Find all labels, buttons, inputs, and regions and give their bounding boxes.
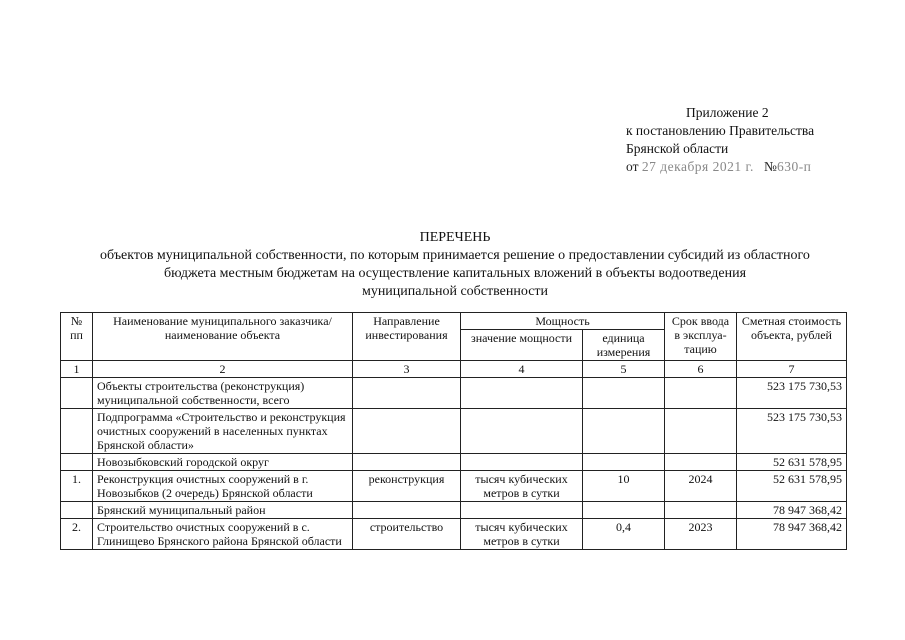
cell-name: Объекты строительства (реконструкция) муниципальной собственности, всего (93, 378, 353, 409)
cell-num (61, 409, 93, 454)
cell-capacity-unit (583, 409, 665, 454)
cell-deadline (665, 409, 737, 454)
heading-line3: муниципальной собственности (361, 284, 549, 299)
cell-capacity-unit (583, 378, 665, 409)
header-cost: Сметная стоимость объекта, рублей (737, 313, 847, 361)
cell-num (61, 502, 93, 519)
document-heading (40, 229, 870, 301)
cell-deadline (665, 502, 737, 519)
heading-title: ПЕРЕЧЕНЬ (419, 230, 491, 245)
number-prefix: № (764, 159, 777, 174)
appendix-date-line (626, 158, 814, 176)
cell-direction (353, 502, 461, 519)
cell-capacity-unit: 0,4 (583, 519, 665, 550)
cell-capacity-value (461, 454, 583, 471)
column-number: 7 (737, 361, 847, 378)
table-row (61, 502, 847, 519)
cell-direction (353, 378, 461, 409)
header-direction: Направление инвестирования (353, 313, 461, 361)
table-row (61, 471, 847, 502)
cell-cost: 523 175 730,53 (737, 378, 847, 409)
cell-num (61, 378, 93, 409)
table-row (61, 519, 847, 550)
header-row (61, 313, 847, 330)
cell-capacity-unit (583, 454, 665, 471)
cell-capacity-value (461, 409, 583, 454)
table-row (61, 378, 847, 409)
cell-num: 1. (61, 471, 93, 502)
cell-capacity-value (461, 378, 583, 409)
table-row (61, 454, 847, 471)
table-row (61, 409, 847, 454)
appendix-line1: к постановлению Правительства (626, 123, 815, 138)
appendix-title: Приложение 2 (686, 105, 769, 120)
column-number: 2 (93, 361, 353, 378)
cell-capacity-unit: 10 (583, 471, 665, 502)
objects-table (60, 312, 847, 550)
cell-cost: 523 175 730,53 (737, 409, 847, 454)
column-number-row (61, 361, 847, 378)
date-value: 27 декабря 2021 г. (641, 159, 754, 174)
cell-num (61, 454, 93, 471)
header-name: Наименование муниципального заказчика/наименование объекта (93, 313, 353, 361)
header-capacity-value: значение мощности (461, 330, 583, 361)
cell-num: 2. (61, 519, 93, 550)
header-deadline: Срок ввода в эксплуа-тацию (665, 313, 737, 361)
cell-name: Подпрограмма «Строительство и реконструкция очистных сооружений в населенных пунктах Брянской области» (93, 409, 353, 454)
cell-name: Строительство очистных сооружений в с. Глинищево Брянского района Брянской области (93, 519, 353, 550)
column-number: 4 (461, 361, 583, 378)
cell-cost: 78 947 368,42 (737, 502, 847, 519)
cell-direction: строительство (353, 519, 461, 550)
cell-capacity-unit (583, 502, 665, 519)
column-number: 1 (61, 361, 93, 378)
cell-deadline: 2023 (665, 519, 737, 550)
cell-direction (353, 409, 461, 454)
appendix-line2: Брянской области (626, 141, 729, 156)
cell-deadline (665, 454, 737, 471)
column-number: 6 (665, 361, 737, 378)
cell-name: Новозыбковский городской округ (93, 454, 353, 471)
cell-capacity-value (461, 502, 583, 519)
heading-line1: объектов муниципальной собственности, по которым принимается решение о предоставлении субсидий из областного (100, 248, 810, 263)
header-capacity-unit: единица измерения (583, 330, 665, 361)
number-value: 630-п (776, 159, 812, 174)
date-prefix: от (626, 159, 639, 174)
cell-capacity-value: тысяч кубических метров в сутки (461, 471, 583, 502)
header-num: № пп (61, 313, 93, 361)
column-number: 5 (583, 361, 665, 378)
cell-deadline: 2024 (665, 471, 737, 502)
cell-capacity-value: тысяч кубических метров в сутки (461, 519, 583, 550)
cell-deadline (665, 378, 737, 409)
cell-cost: 78 947 368,42 (737, 519, 847, 550)
cell-name: Брянский муниципальный район (93, 502, 353, 519)
cell-cost: 52 631 578,95 (737, 454, 847, 471)
cell-direction: реконструкция (353, 471, 461, 502)
cell-direction (353, 454, 461, 471)
heading-line2: бюджета местным бюджетам на осуществление капитальных вложений в объекты водоотведения (163, 266, 747, 281)
cell-cost: 52 631 578,95 (737, 471, 847, 502)
appendix-block (626, 104, 814, 176)
header-capacity: Мощность (461, 313, 665, 330)
cell-name: Реконструкция очистных сооружений в г. Новозыбков (2 очередь) Брянской области (93, 471, 353, 502)
column-number: 3 (353, 361, 461, 378)
